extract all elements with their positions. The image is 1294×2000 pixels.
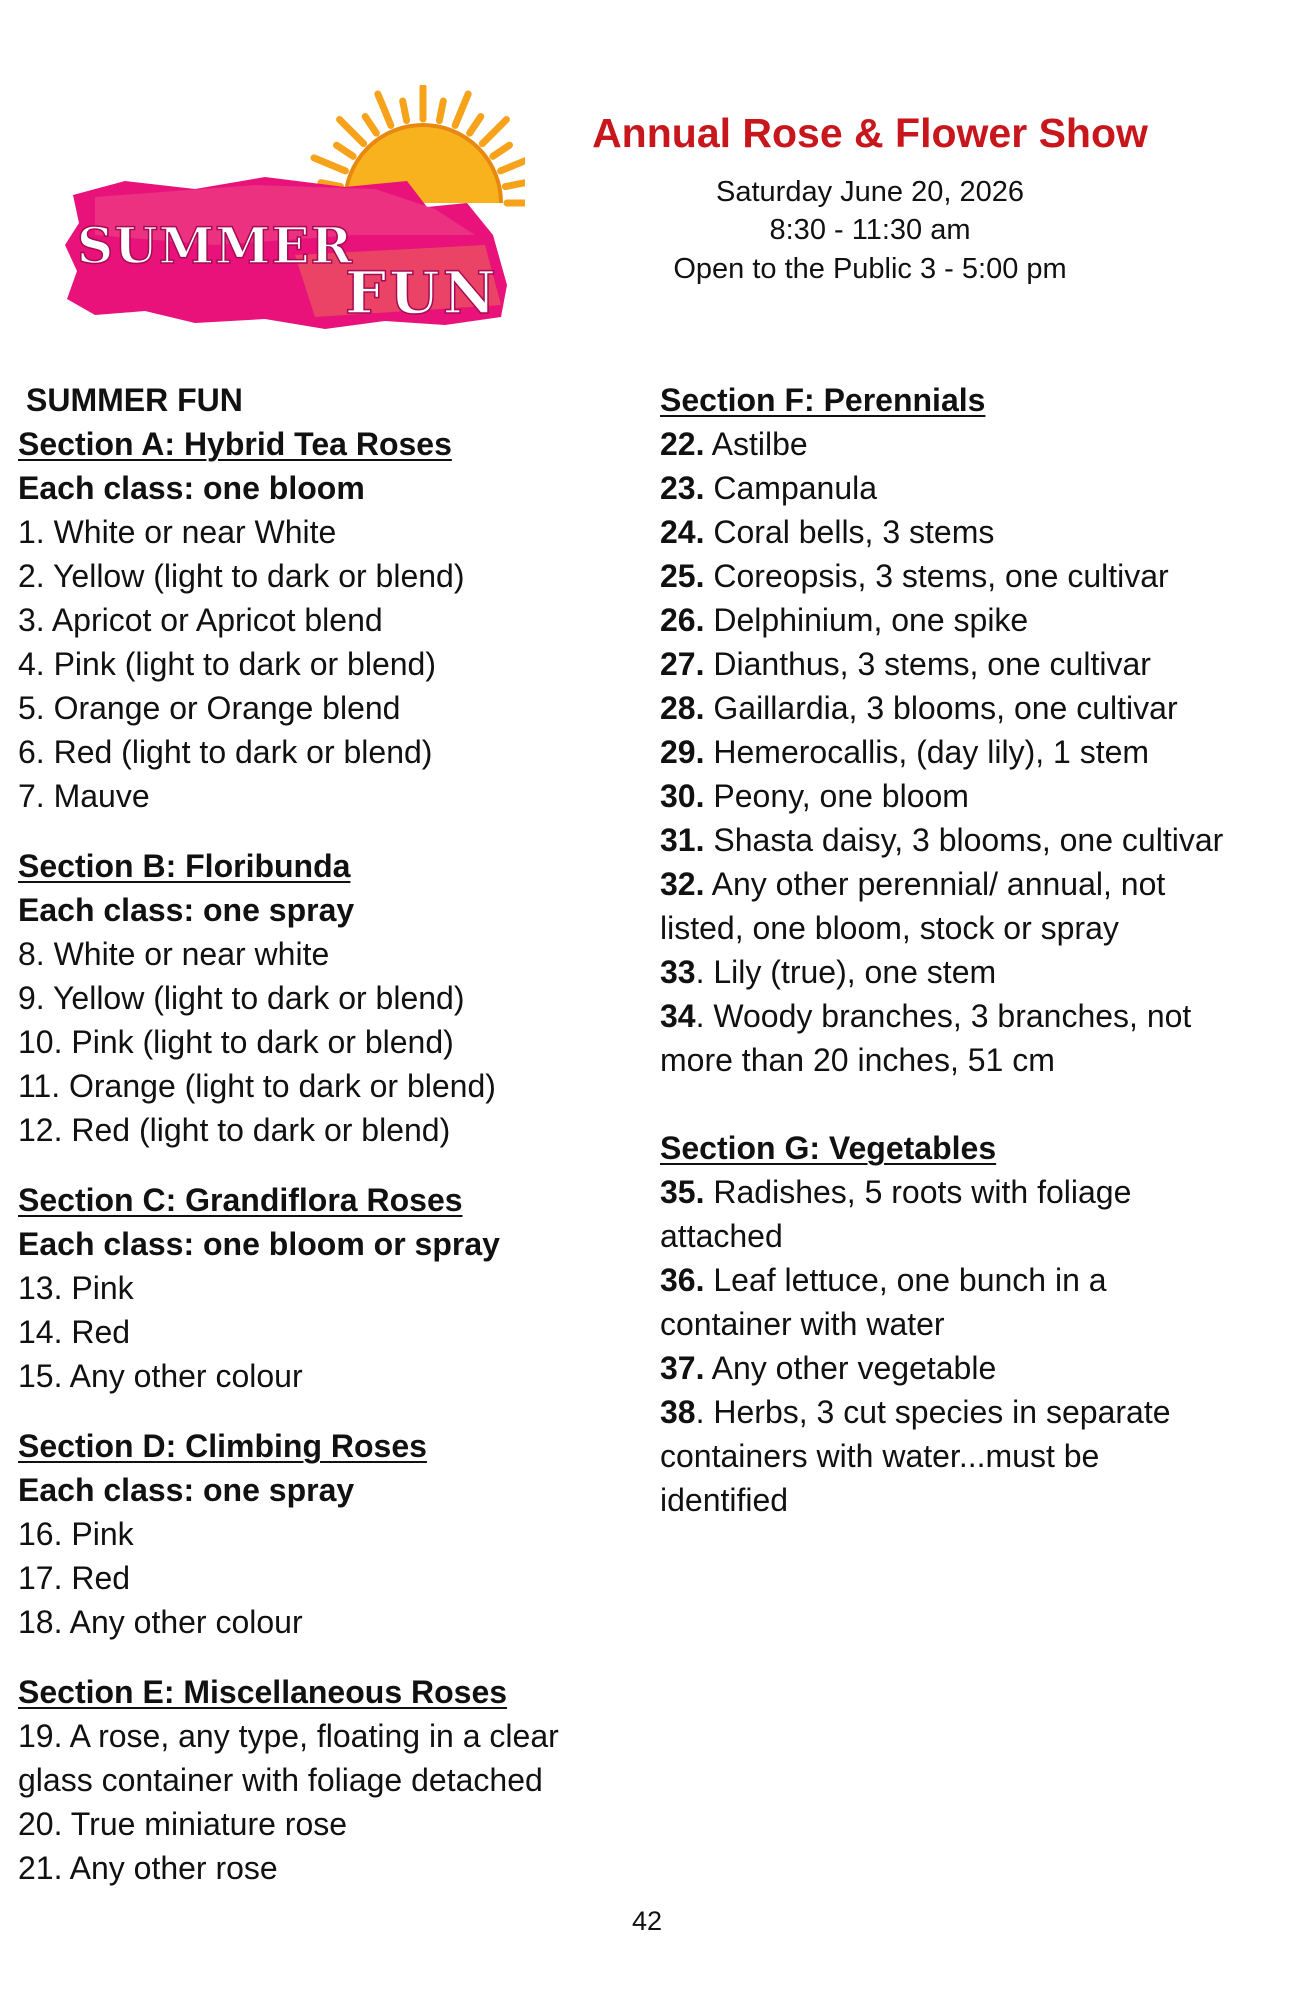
show-date: Saturday June 20, 2026 (716, 176, 1024, 208)
section-e-title: Section E: Miscellaneous Roses (18, 1674, 508, 1710)
class-item: 29. Hemerocallis, (day lily), 1 stem (660, 734, 1150, 770)
sun-icon (305, 87, 525, 203)
sun-ray (337, 145, 354, 156)
section-g-title: Section G: Vegetables (660, 1130, 997, 1166)
sun-ray (455, 94, 468, 125)
class-item: 7. Mauve (18, 778, 150, 814)
class-item: 30. Peony, one bloom (660, 778, 969, 814)
class-item: 22. Astilbe (660, 426, 808, 462)
section-c-title: Section C: Grandiflora Roses (18, 1182, 463, 1218)
sun-ray (501, 158, 525, 171)
class-item: 24. Coral bells, 3 stems (660, 514, 995, 550)
page-number: 42 (631, 1906, 663, 1936)
sun-ray (493, 145, 510, 156)
logo-text-summer: SUMMER (77, 216, 354, 275)
sun-ray (439, 101, 443, 121)
sun-ray (482, 120, 506, 144)
class-item: 17. Red (18, 1560, 131, 1596)
class-item: 25. Coreopsis, 3 stems, one cultivar (660, 558, 1169, 594)
class-item: 10. Pink (light to dark or blend) (18, 1024, 454, 1060)
section-a-note: Each class: one bloom (18, 470, 365, 506)
section-c-note: Each class: one bloom or spray (18, 1226, 500, 1262)
section-d-title: Section D: Climbing Roses (18, 1428, 427, 1464)
class-item: 15. Any other colour (18, 1358, 303, 1394)
section-d-note: Each class: one spray (18, 1472, 355, 1508)
class-item: 27. Dianthus, 3 stems, one cultivar (660, 646, 1151, 682)
class-item: 36. Leaf lettuce, one bunch in a container with water (660, 1262, 1107, 1342)
heading-summer-fun: SUMMER FUN (26, 382, 243, 418)
sun-ray (365, 117, 376, 134)
section-b-title: Section B: Floribunda (18, 848, 351, 884)
class-item: 14. Red (18, 1314, 131, 1350)
class-item: 38. Herbs, 3 cut species in separate containers with water...must be identified (660, 1394, 1171, 1518)
class-item: 4. Pink (light to dark or blend) (18, 646, 436, 682)
class-item: 9. Yellow (light to dark or blend) (18, 980, 465, 1016)
sun-ray (505, 183, 525, 187)
class-item: 32. Any other perennial/ annual, not listed, one bloom, stock or spray (660, 866, 1166, 946)
class-item: 8. White or near white (18, 936, 330, 972)
public-hours: Open to the Public 3 - 5:00 pm (673, 253, 1067, 285)
class-item: 28. Gaillardia, 3 blooms, one cultivar (660, 690, 1178, 726)
class-item: 16. Pink (18, 1516, 134, 1552)
class-item: 1. White or near White (18, 514, 337, 550)
class-item: 26. Delphinium, one spike (660, 602, 1029, 638)
sun-ray (314, 158, 345, 171)
class-item: 11. Orange (light to dark or blend) (18, 1068, 496, 1104)
class-item: 23. Campanula (660, 470, 878, 506)
right-column (660, 378, 1294, 1522)
show-time: 8:30 - 11:30 am (769, 214, 971, 246)
class-item: 33. Lily (true), one stem (660, 954, 997, 990)
class-item: 13. Pink (18, 1270, 134, 1306)
class-item: 12. Red (light to dark or blend) (18, 1112, 451, 1148)
class-item: 19. A rose, any type, floating in a clear glass container with foliage detached (18, 1718, 559, 1798)
left-column (18, 378, 648, 1890)
section-b-note: Each class: one spray (18, 892, 355, 928)
class-item: 5. Orange or Orange blend (18, 690, 401, 726)
summer-fun-logo (55, 85, 525, 335)
sun-ray (340, 120, 364, 144)
class-item: 31. Shasta daisy, 3 blooms, one cultivar (660, 822, 1224, 858)
class-item: 20. True miniature rose (18, 1806, 348, 1842)
class-item: 35. Radishes, 5 roots with foliage attached (660, 1174, 1132, 1254)
class-item: 2. Yellow (light to dark or blend) (18, 558, 465, 594)
sun-ray (378, 94, 391, 125)
class-item: 18. Any other colour (18, 1604, 303, 1640)
class-item: 6. Red (light to dark or blend) (18, 734, 433, 770)
section-a-title: Section A: Hybrid Tea Roses (18, 426, 452, 462)
show-title: Annual Rose & Flower Show (592, 110, 1148, 156)
class-item: 34. Woody branches, 3 branches, not more than 20 inches, 51 cm (660, 998, 1192, 1078)
sun-ray (470, 117, 481, 134)
class-item: 21. Any other rose (18, 1850, 278, 1886)
class-item: 3. Apricot or Apricot blend (18, 602, 383, 638)
logo-text-fun: FUN (345, 259, 499, 327)
section-f-title: Section F: Perennials (660, 382, 986, 418)
sun-ray (403, 101, 407, 121)
class-item: 37. Any other vegetable (660, 1350, 997, 1386)
